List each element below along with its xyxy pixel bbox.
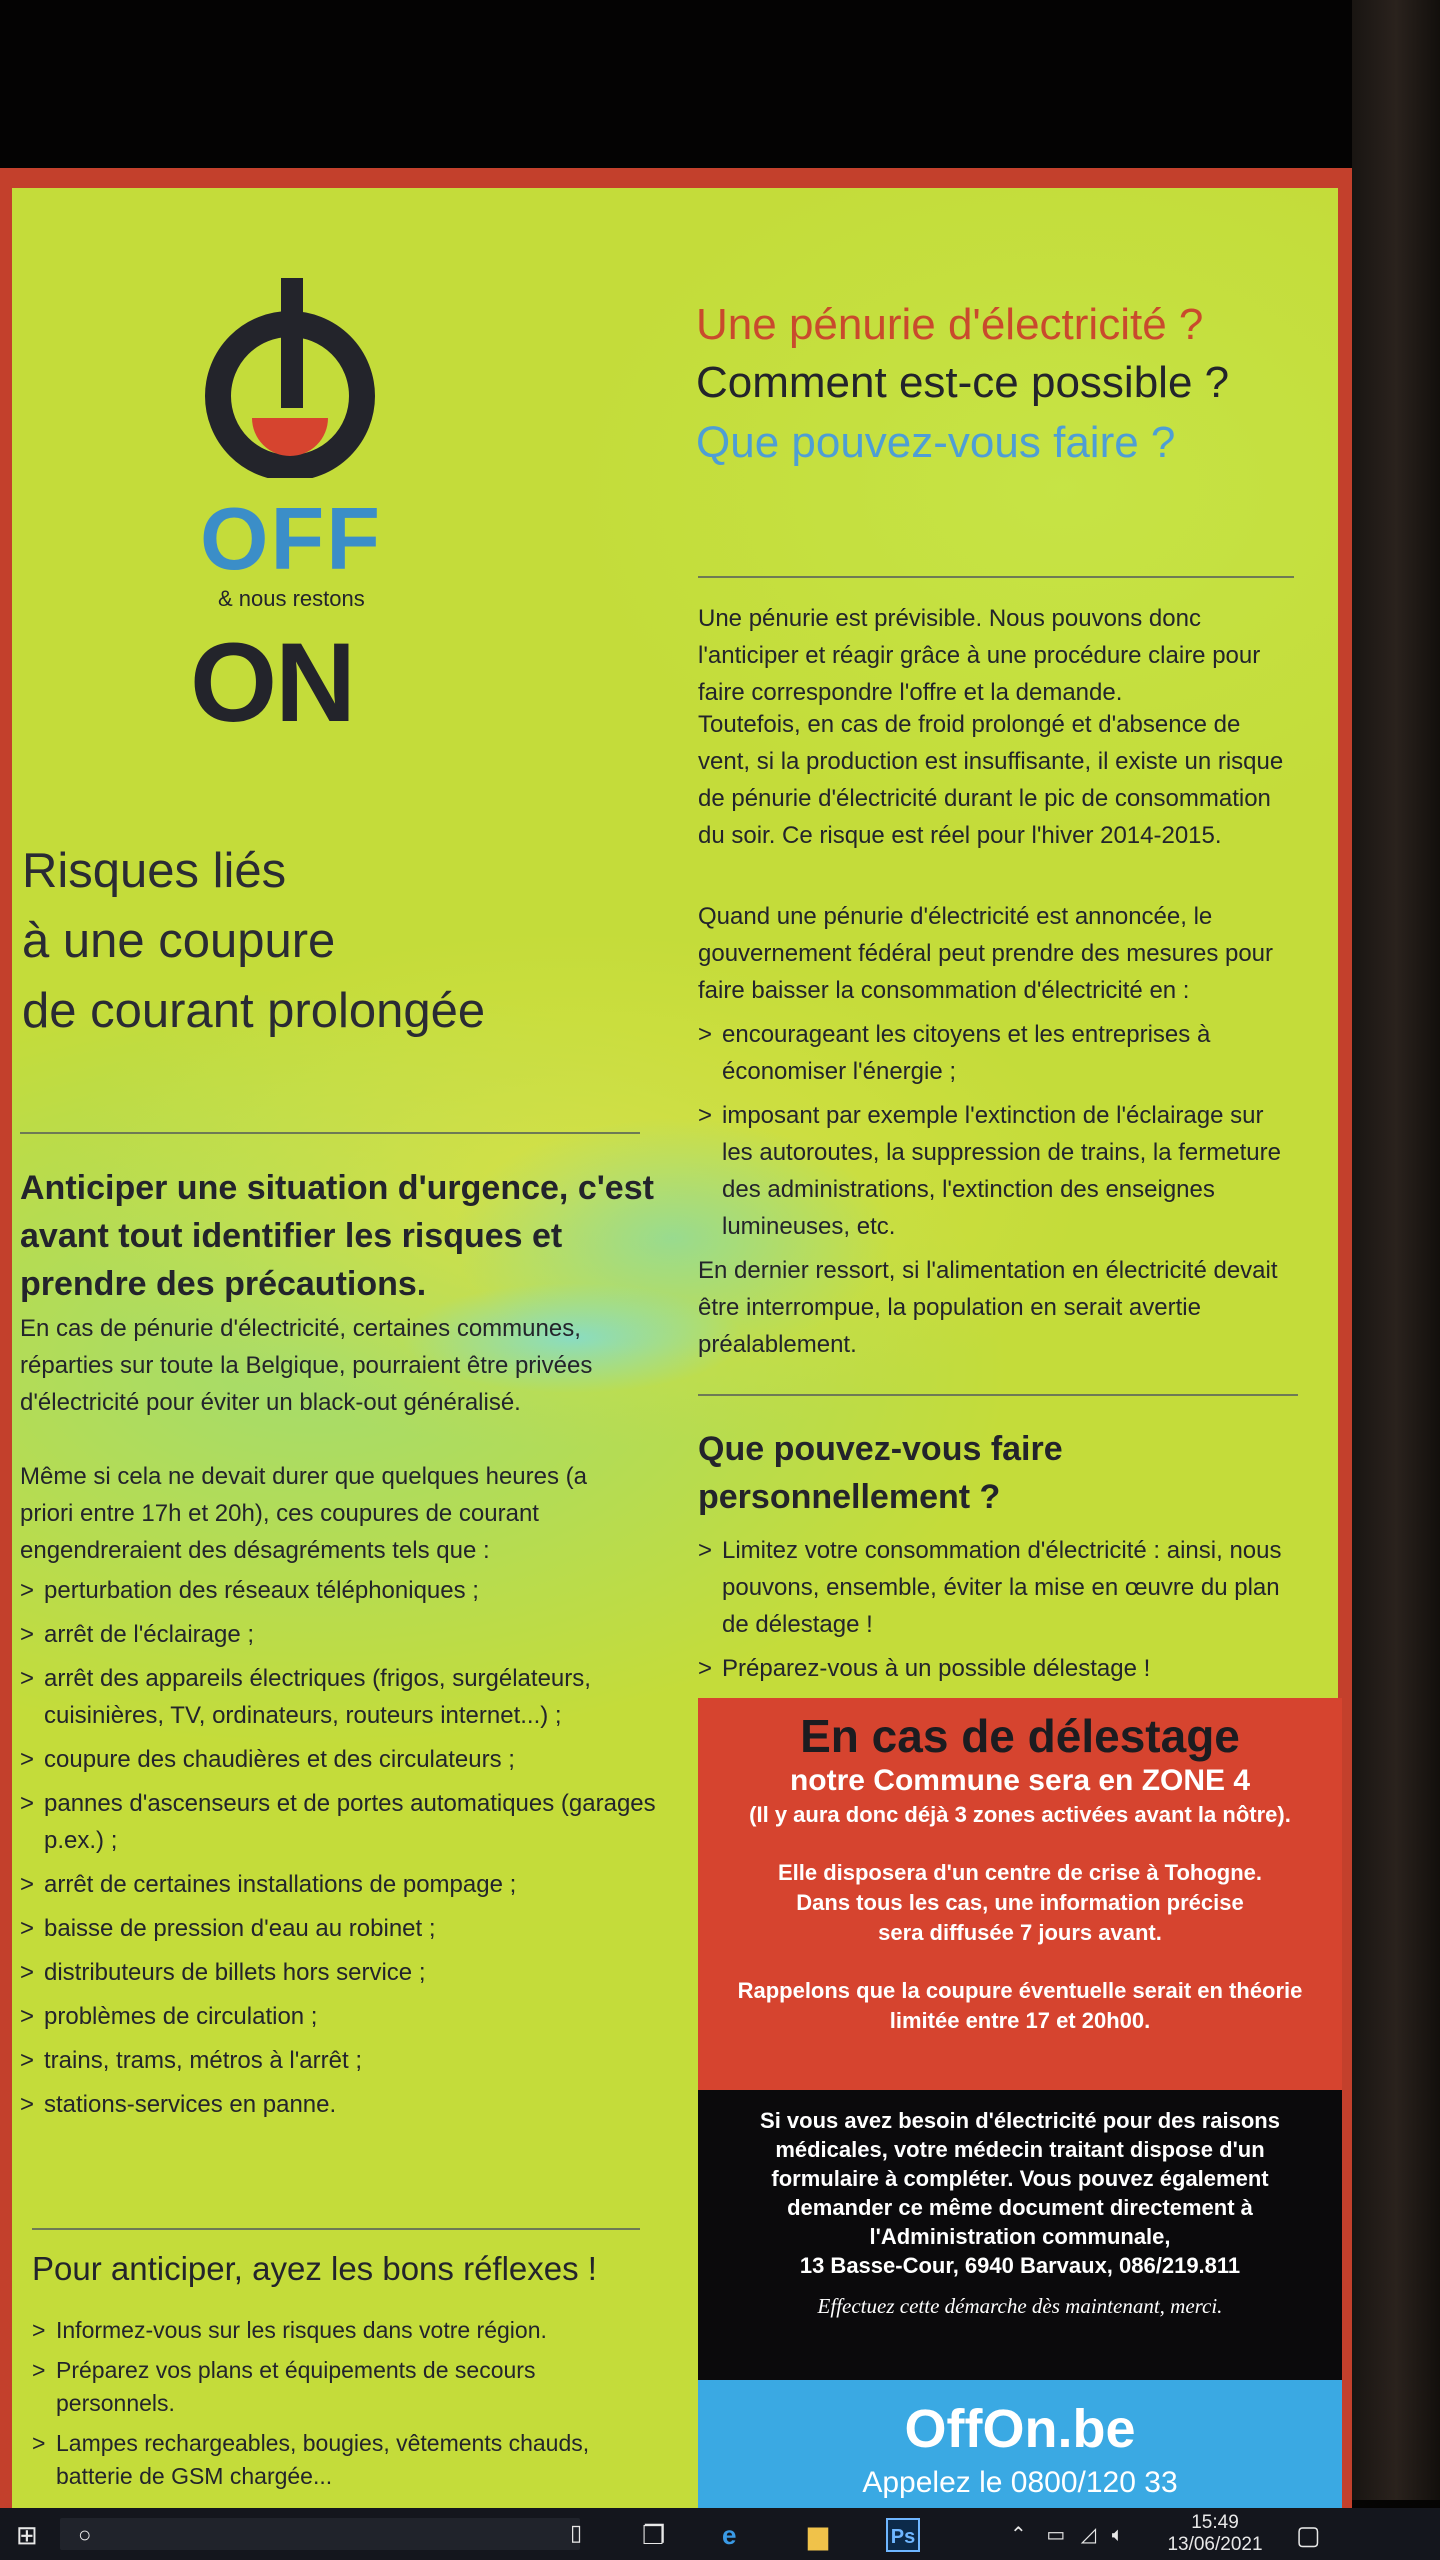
medical-note: Effectuez cette démarche dès maintenant, merci. — [817, 2294, 1223, 2318]
zone-label: notre Commune sera en ZONE 4 — [789, 1764, 1251, 1797]
right-paragraph-1: Une pénurie est prévisible. Nous pouvons donc l'anticiper et réagir grâce à une procédure claire pour faire correspondre l'offre et la demande. — [698, 605, 1261, 706]
list-item: > Informez-vous sur les risques dans votre région. — [32, 2317, 547, 2343]
reminder-line: Rappelons que la coupure éventuelle serait en théorie — [737, 1978, 1303, 2003]
list-item: > Préparez-vous à un possible délestage ! — [698, 1655, 1151, 1682]
divider-right-1 — [698, 576, 1294, 578]
reminder-line: limitée entre 17 et 20h00. — [889, 2008, 1151, 2033]
list-item: > coupure des chaudières et des circulateurs ; — [20, 1746, 515, 1773]
clock-date: 13/06/2021 — [1167, 2534, 1263, 2555]
phone-label-partial: Appelez le 0800/120 33 — [862, 2466, 1178, 2499]
list-item: > arrêt de certaines installations de pompage ; — [20, 1871, 517, 1898]
divider-left-2 — [32, 2228, 640, 2230]
list-item: > trains, trams, métros à l'arrêt ; — [20, 2047, 362, 2074]
volume-icon[interactable]: 🔈︎ — [1111, 2524, 1124, 2546]
logo-word-off: OFF — [200, 489, 382, 588]
crisis-line: Elle disposera d'un centre de crise à Tohogne. — [777, 1860, 1263, 1885]
crisis-line: Dans tous les cas, une information précise — [796, 1890, 1244, 1915]
website-label: OffOn.be — [904, 2399, 1136, 2459]
search-input[interactable] — [60, 2518, 583, 2550]
list-item: > stations-services en panne. — [20, 2091, 337, 2118]
crisis-line: sera diffusée 7 jours avant. — [878, 1920, 1162, 1945]
list-item: > pannes d'ascenseurs et de portes automatiques (garages p.ex.) ; — [20, 1790, 656, 1854]
left-paragraph-2: Même si cela ne devait durer que quelques heures (a priori entre 17h et 20h), ces coupures de courant engendreraient des désagréments tels que : — [20, 1463, 587, 1564]
measure-list — [698, 1016, 1298, 1252]
network-icon[interactable]: ◿ — [1080, 2524, 1097, 2546]
windows-icon[interactable]: ⊞ — [16, 2520, 38, 2550]
list-item: > Lampes rechargeables, bougies, vêtements chauds, batterie de GSM chargée... — [32, 2430, 590, 2489]
personal-heading: Que pouvez-vous faire personnellement ? — [698, 1430, 1063, 1516]
risk-title-line: de courant prolongée — [22, 984, 486, 1038]
reflex-list — [32, 2314, 652, 2500]
notification-icon[interactable]: ▢ — [1296, 2520, 1321, 2550]
clock-time: 15:49 — [1191, 2512, 1239, 2533]
risk-title-line: Risques liés — [22, 844, 287, 898]
headline-line-2: Comment est-ce possible ? — [696, 358, 1230, 407]
list-item: > baisse de pression d'eau au robinet ; — [20, 1915, 436, 1942]
list-item: > arrêt de l'éclairage ; — [20, 1621, 255, 1648]
mic-icon[interactable]: ▯ — [570, 2520, 583, 2545]
right-paragraph-4: En dernier ressort, si l'alimentation en électricité devait être interrompue, la population en serait avertie préalablement. — [698, 1257, 1278, 1358]
intro-heading: Anticiper une situation d'urgence, c'est avant tout identifier les risques et prendre des précautions. — [20, 1169, 654, 1303]
taskbar — [0, 2508, 1440, 2560]
risk-list — [20, 1572, 660, 2130]
poster — [0, 168, 1352, 2510]
edge-icon[interactable]: e — [722, 2520, 737, 2550]
right-paragraph-2: Toutefois, en cas de froid prolongé et d'absence de vent, si la production est insuffisante, il existe un risque de pénurie d'électricité durant le pic de consommation du soir. Ce risque est réel pour l'hiver 2014-2015. — [698, 711, 1284, 849]
logo-word-mid: & nous restons — [218, 586, 365, 611]
poster-panel — [12, 188, 1338, 2510]
headline-line-3: Que pouvez-vous faire ? — [696, 418, 1176, 467]
load-shedding-title: En cas de délestage — [800, 1710, 1240, 1762]
list-item: > Préparez vos plans et équipements de secours personnels. — [32, 2357, 536, 2416]
background-top — [0, 0, 1440, 170]
headline-line-1: Une pénurie d'électricité ? — [696, 300, 1204, 349]
personal-list — [698, 1532, 1308, 1694]
reflex-heading: Pour anticiper, ayez les bons réflexes ! — [32, 2250, 597, 2287]
file-explorer-icon[interactable]: ▆ — [808, 2520, 828, 2550]
zone-note: (Il y aura donc déjà 3 zones activées avant la nôtre). — [749, 1802, 1291, 1827]
website-box — [698, 2380, 1342, 2510]
clock[interactable] — [1160, 2512, 1270, 2556]
risk-title — [22, 836, 485, 1046]
load-shedding-box — [698, 1698, 1342, 2090]
medical-text: Si vous avez besoin d'électricité pour des raisons médicales, votre médecin traitant dispose d'un formulaire à compléter. Vous pouvez également demander ce même document directement à l'Administration communale, 13 Basse-Cour, 6940 Barvaux, 086/219.811 — [760, 2108, 1280, 2278]
system-tray — [1010, 2522, 1124, 2547]
list-item: > Limitez votre consommation d'électricité : ainsi, nous pouvons, ensemble, éviter la mise en œuvre du plan de délestage ! — [698, 1537, 1282, 1638]
photoshop-icon[interactable]: Ps — [886, 2518, 920, 2552]
left-paragraph-1: En cas de pénurie d'électricité, certaines communes, réparties sur toute la Belgique, pourraient être privées d'électricité pour éviter un black-out généralisé. — [20, 1315, 593, 1416]
power-button-icon — [202, 268, 382, 478]
list-item: > problèmes de circulation ; — [20, 2003, 318, 2030]
battery-icon[interactable]: ▭ — [1046, 2524, 1066, 2546]
search-icon[interactable]: ○ — [78, 2522, 92, 2547]
risk-title-line: à une coupure — [22, 914, 336, 968]
task-view-icon[interactable]: ❐ — [642, 2520, 666, 2550]
logo-word-on: ON — [190, 620, 354, 745]
right-paragraph-3: Quand une pénurie d'électricité est annoncée, le gouvernement fédéral peut prendre des mesures pour faire baisser la consommation d'électricité en : — [698, 903, 1274, 1004]
background-right — [1352, 0, 1440, 2500]
list-item: > encourageant les citoyens et les entreprises à économiser l'énergie ; — [698, 1021, 1211, 1085]
list-item: > perturbation des réseaux téléphoniques ; — [20, 1577, 479, 1604]
divider-left-1 — [20, 1132, 640, 1134]
chevron-up-icon[interactable]: ⌃ — [1010, 2524, 1027, 2546]
medical-box — [698, 2090, 1342, 2380]
list-item: > arrêt des appareils électriques (frigos, surgélateurs, cuisinières, TV, ordinateurs, routeurs internet...) ; — [20, 1665, 591, 1729]
list-item: > imposant par exemple l'extinction de l'éclairage sur les autoroutes, la suppression de trains, la fermeture des administrations, l'extinction des enseignes lumineuses, etc. — [698, 1102, 1281, 1240]
divider-right-2 — [698, 1394, 1298, 1396]
list-item: > distributeurs de billets hors service ; — [20, 1959, 426, 1986]
